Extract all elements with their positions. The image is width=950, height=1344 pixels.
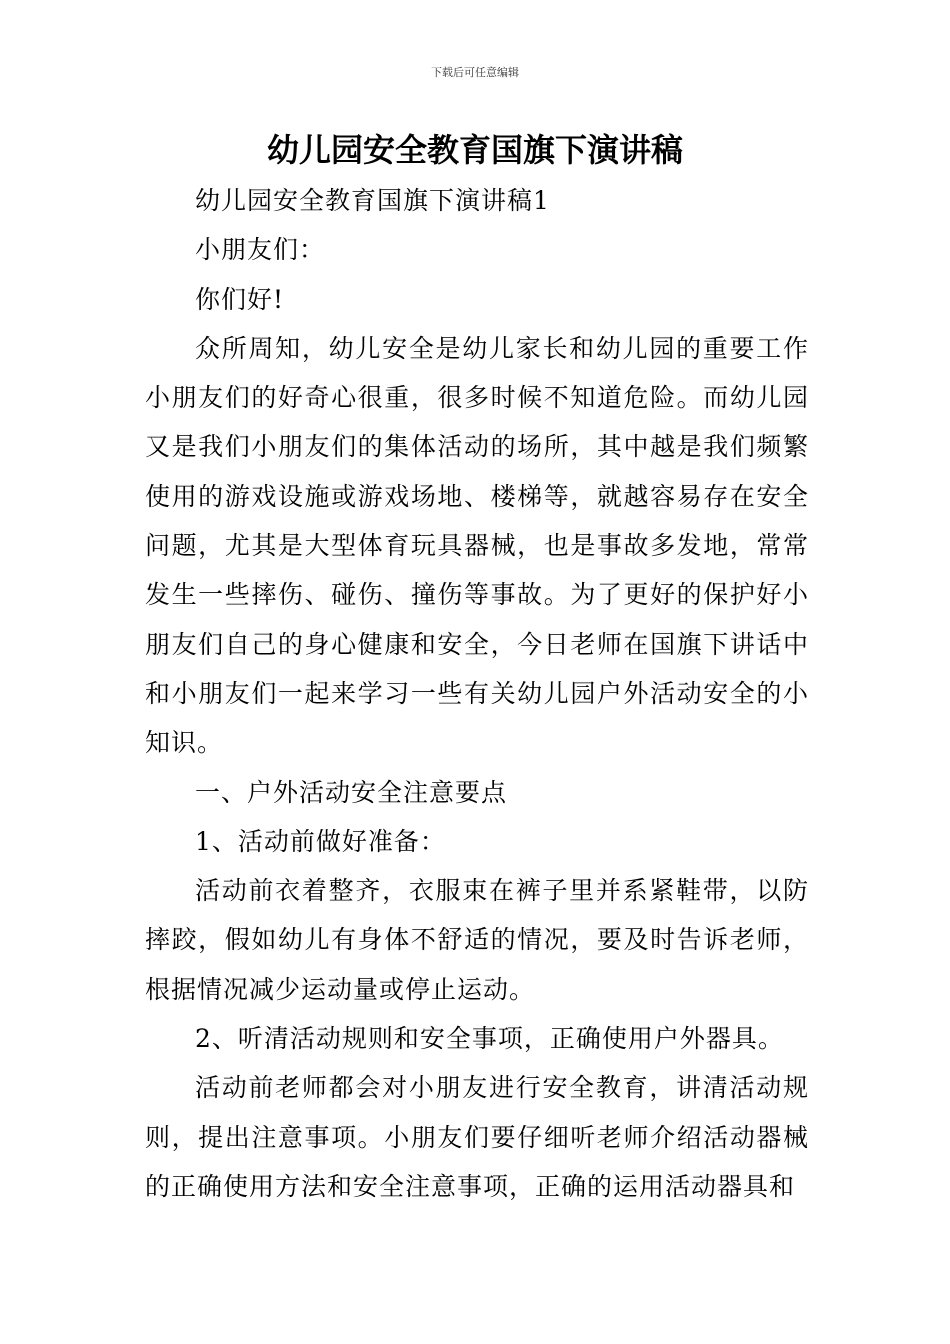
section-heading: 一、户外活动安全注意要点: [195, 777, 508, 807]
paragraph-item-2: 活动前老师都会对小朋友进行安全教育，讲清活动规则，提出注意事项。小朋友们要仔细听老师介绍活动器械的正确使用方法和安全注意事项，正确的运用活动器具和: [145, 1073, 809, 1201]
item-heading-2: 2、听清活动规则和安全事项，正确使用户外器具。: [195, 1024, 784, 1054]
document-body: [145, 176, 809, 1211]
paragraph-greeting: 小朋友们：: [195, 235, 326, 265]
paragraph-intro: 众所周知，幼儿安全是幼儿家长和幼儿园的重要工作小朋友们的好奇心很重，很多时候不知道危险。而幼儿园又是我们小朋友们的集体活动的场所，其中越是我们频繁使用的游戏设施或游戏场地、楼梯等，就越容易存在安全问题，尤其是大型体育玩具器械，也是事故多发地，常常发生一些摔伤、碰伤、撞伤等事故。为了更好的保护好小朋友们自己的身心健康和安全，今日老师在国旗下讲话中和小朋友们一起来学习一些有关幼儿园户外活动安全的小知识。: [145, 333, 809, 758]
item-heading-1: 1、活动前做好准备：: [195, 826, 446, 856]
header-note: 下载后可任意编辑: [431, 66, 519, 79]
paragraph-hello: 你们好!: [195, 284, 285, 314]
paragraph-item-1: 活动前衣着整齐，衣服束在裤子里并系紧鞋带，以防摔跤，假如幼儿有身体不舒适的情况，要及时告诉老师，根据情况减少运动量或停止运动。: [145, 876, 809, 1004]
document-title: 幼儿园安全教育国旗下演讲稿: [266, 131, 683, 169]
paragraph-subtitle: 幼儿园安全教育国旗下演讲稿1: [195, 186, 550, 215]
